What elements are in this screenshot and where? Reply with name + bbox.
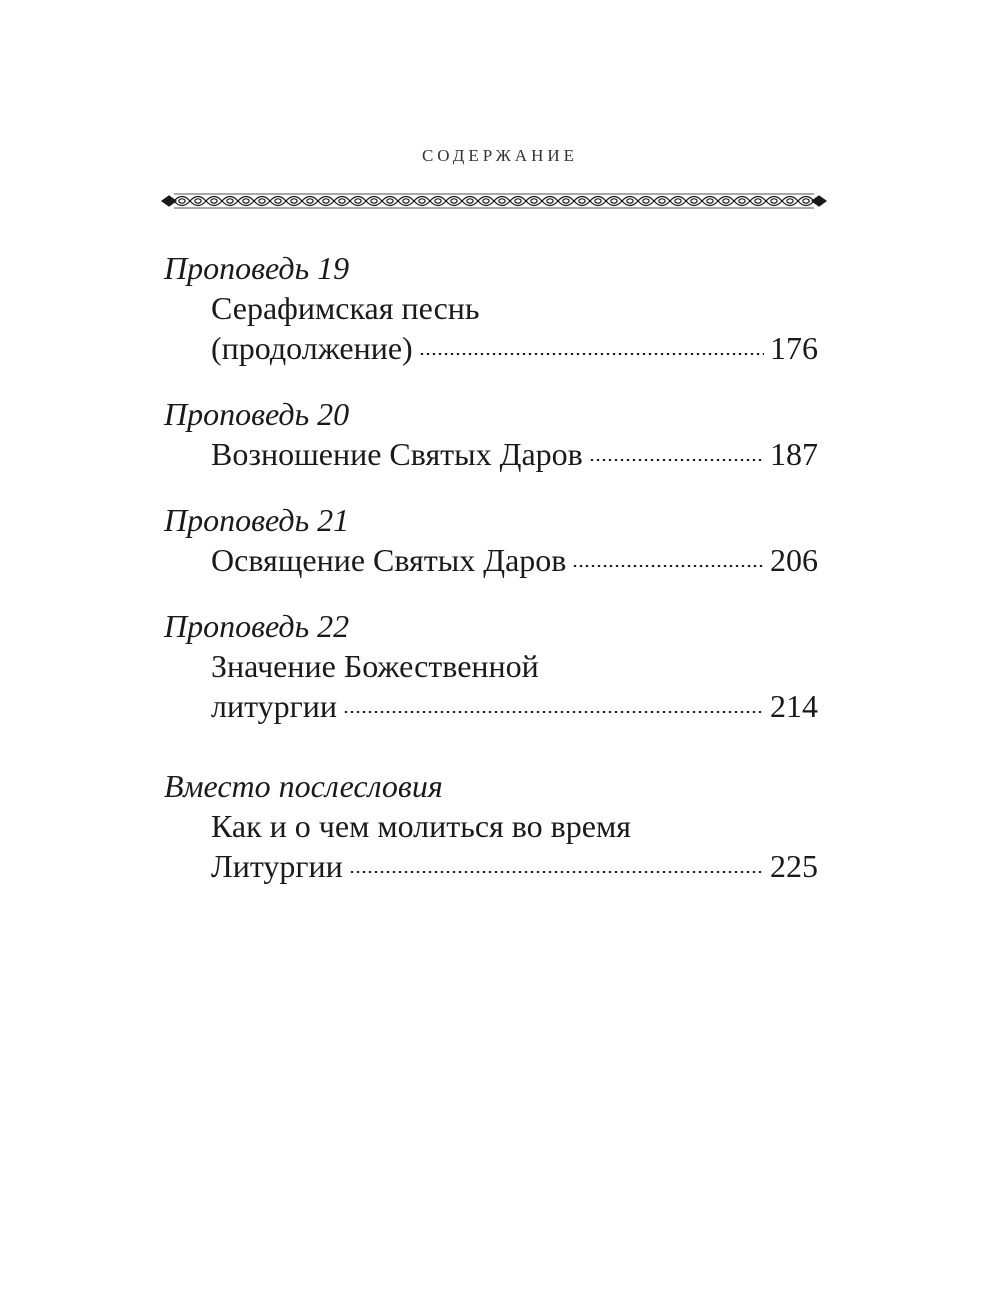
running-head: СОДЕРЖАНИЕ [421,146,579,165]
toc-entry[interactable] [164,606,818,726]
page-number: 225 [770,848,818,884]
toc-entry-leader-line [164,846,818,886]
dot-leader [343,711,764,713]
toc-entry-title-line: Освящение Святых Даров [211,542,567,578]
toc-entry-heading: Проповедь 19 [164,250,350,286]
toc-entry-title-line: Как и о чем молиться во время [211,808,631,844]
toc-entry-title-line: литургии [211,688,338,724]
page-number: 214 [770,688,818,724]
dot-leader [419,353,764,355]
page-number: 176 [770,330,818,366]
toc-entry[interactable] [164,248,818,368]
dot-leader [572,565,764,567]
toc-entry-leader-line [164,686,818,726]
table-of-contents [164,248,818,912]
toc-entry-title-line: Литургии [211,848,343,884]
toc-entry-leader-line [164,328,818,368]
page-number: 187 [770,436,818,472]
toc-entry-title-line: Возношение Святых Даров [211,436,583,472]
page-number: 206 [770,542,818,578]
toc-entry-leader-line [164,540,818,580]
toc-entry-title-line: Значение Божественной [211,648,539,684]
toc-entry[interactable] [164,500,818,580]
toc-entry-heading: Проповедь 20 [164,396,350,432]
toc-entry-heading: Вместо послесловия [164,768,443,804]
toc-entry[interactable] [164,766,818,886]
toc-entry-leader-line [164,434,818,474]
dot-leader [349,871,764,873]
knotwork-border-icon [160,186,828,216]
toc-entry[interactable] [164,394,818,474]
dot-leader [589,459,764,461]
toc-entry-title-line: Серафимская песнь [211,290,480,326]
toc-entry-title-line: (продолжение) [211,330,413,366]
toc-entry-heading: Проповедь 21 [164,502,350,538]
toc-entry-heading: Проповедь 22 [164,608,350,644]
